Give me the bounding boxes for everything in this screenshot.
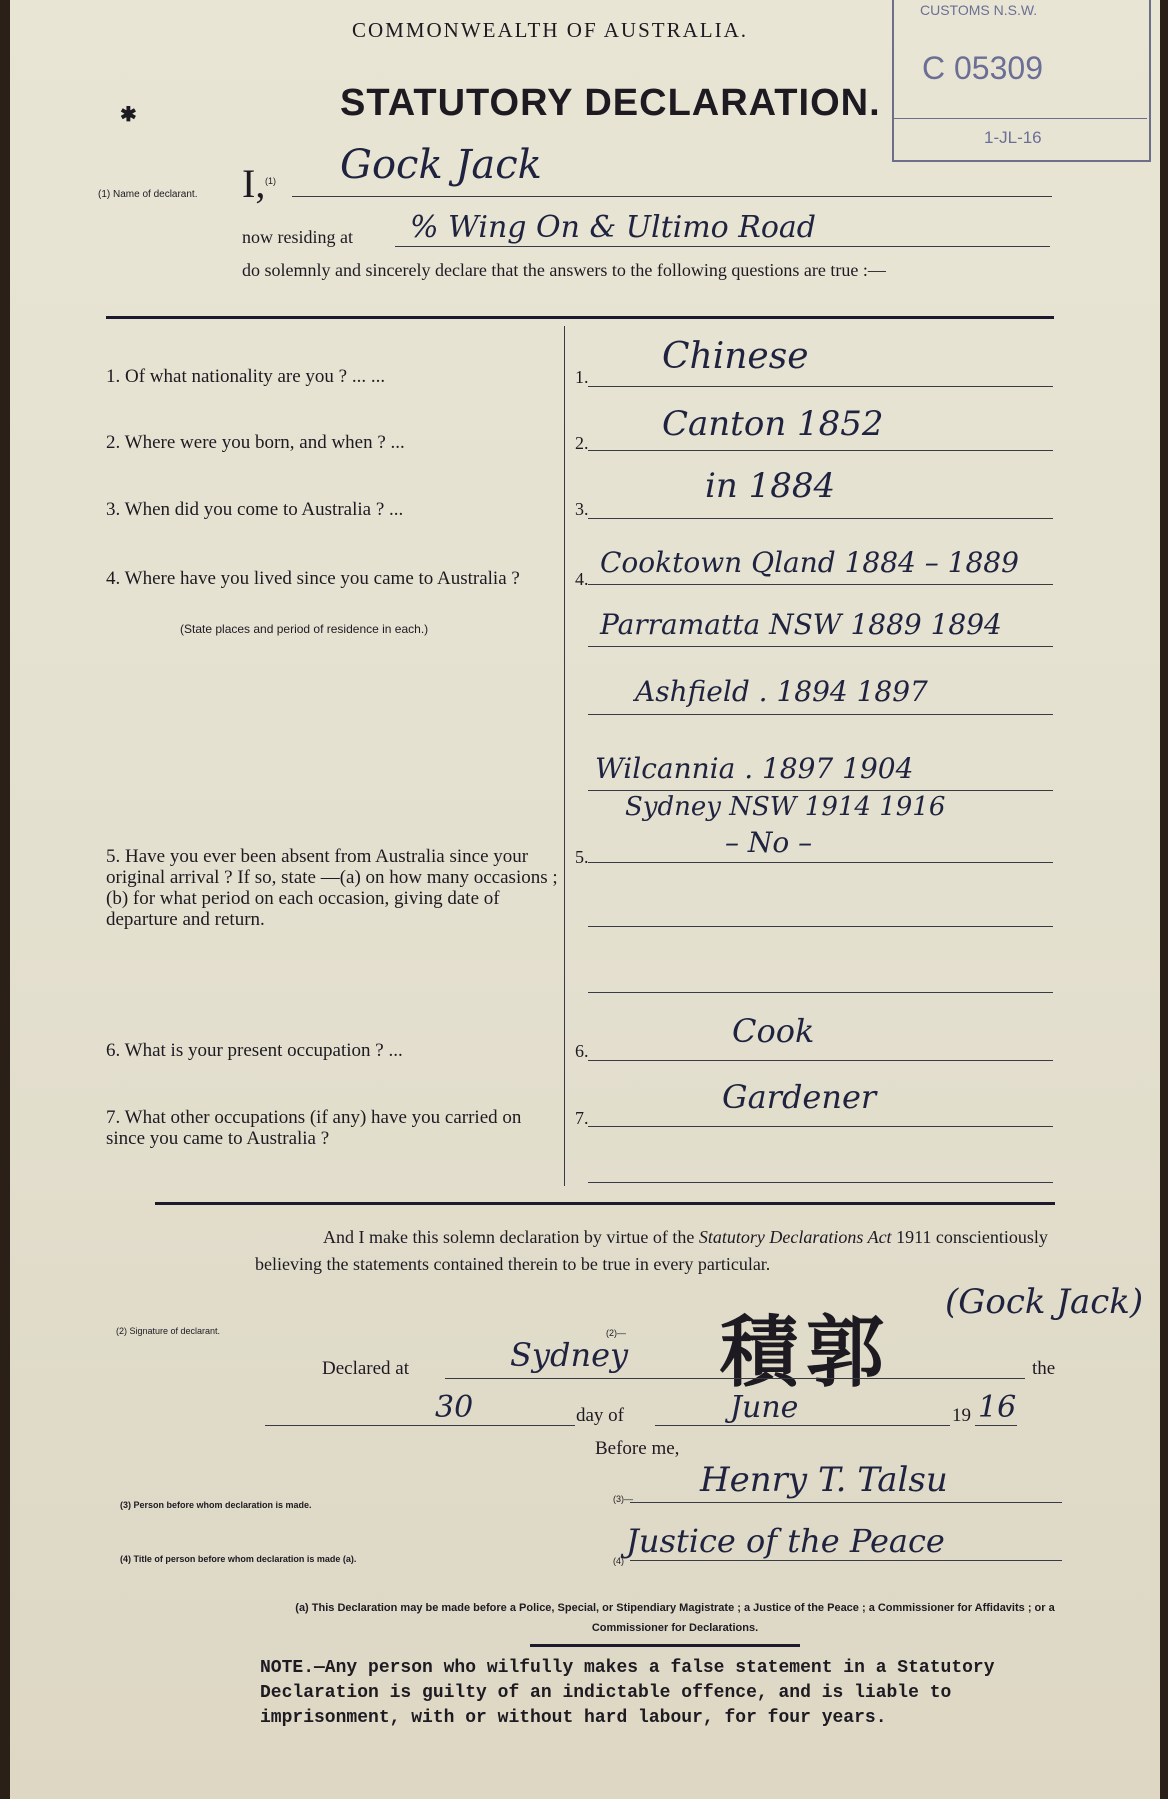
- question-3: 3. When did you come to Australia ? ...: [106, 499, 404, 520]
- answer-7: Gardener: [722, 1078, 877, 1116]
- question-7: 7. What other occupations (if any) have you carried on since you came to Australia ?: [106, 1107, 522, 1149]
- english-signature: (Gock Jack): [945, 1282, 1144, 1322]
- declared-day: 30: [435, 1390, 474, 1425]
- question-4-note: (State places and period of residence in each.): [180, 622, 429, 636]
- declared-year: 16: [978, 1390, 1017, 1425]
- witness-title: Justice of the Peace: [626, 1522, 945, 1560]
- residing-address: % Wing On & Ultimo Road: [410, 210, 817, 245]
- stamp-date: 1-JL-16: [984, 128, 1042, 147]
- witness-name: Henry T. Talsu: [700, 1460, 948, 1500]
- residence-4: Wilcannia . 1897 1904: [595, 752, 914, 785]
- declared-place: Sydney: [510, 1336, 629, 1374]
- residence-2: Parramatta NSW 1889 1894: [600, 608, 1002, 641]
- customs-stamp: [892, 0, 1151, 162]
- margin-note-3: (3) Person before whom declaration is made.: [120, 1500, 312, 1510]
- residence-1: Cooktown Qland 1884 – 1889: [600, 546, 1019, 579]
- header-commonwealth: COMMONWEALTH OF AUSTRALIA.: [352, 18, 748, 42]
- pronoun-i: I,: [242, 161, 266, 206]
- footnote-a: (a) This Declaration may be made before a Police, Special, or Stipendiary Magistrate ; a Justice of the Peace ; a Commissioner for Affidavits ; or a Commissioner for Declarations.: [295, 1602, 1055, 1634]
- declare-text: do solemnly and sincerely declare that the answers to the following questions are true :—: [242, 260, 886, 280]
- question-1: 1. Of what nationality are you ? ... ...: [106, 366, 386, 387]
- declaration-page: COMMONWEALTH OF AUSTRALIA. STATUTORY DECLARATION. ✱ CUSTOMS N.S.W. C 05309 1-JL-16 (1) Name of declarant. I, (1) Gock Jack now residing at % Wing On & Ultimo Road do solemnly and sincerely declare that the answers to the following questions are true :— 1. Of what nationality are you ? ... ... 1. Chinese 2. Where were you born, and when ? ... 2. Canton 1852 3. When did you come to Australia ? ... 3. in 1884 4. Where have you lived since you came to Australia ? (State places and period of residence in each.) 4. Cooktown Qland 1884 – 1889 Parramatta NSW 1889 1894 Ashfield . 1894 1897 Wilcannia . 1897 1904 Sydney NSW 1914 1916 5. Have you ever been absent from Australia since your original arrival ? If so, state —(a) on how many occasions ; (b) for what period on each occasion, giving date of departure and return. 5. – No – 6. What is your present occupation ? ... 6. Cook 7. What other occupations (if any) have you carried on since you came to Australia ? 7. Gardener And I make this solemn declaration by virtue of the Statutory Declarations Act 1911 conscientiously believing the statements contained therein to be true in every particular. (2) Signature of declarant. (2)— 積郭 (Gock Jack) Declared at Sydney the 30 day of June 19 16 Before me, (3) Person before whom declaration is made. (3)— Henry T. Talsu (4) Title of person before whom declaration is made (a). (4) Justice of the Peace (a) This Declaration may be made before a Police, Special, or Stipendiary Magistrate ; a Justice of the Peace ; a Commissioner for Affidavits ; or a Commissioner for Declarations. NOTE.—Any person who wilfully makes a false statement in a Statutory Declaration is guilty of an indictable offence, and is liable to imprisonment, with or without hard labour, for four years.: [10, 0, 1160, 1799]
- answer-1: Chinese: [662, 336, 809, 377]
- margin-note-1: (1) Name of declarant.: [98, 189, 198, 200]
- stamp-text: CUSTOMS N.S.W.: [920, 2, 1038, 18]
- question-6: 6. What is your present occupation ? ...: [106, 1040, 403, 1061]
- chinese-signature: 積郭: [720, 1308, 893, 1398]
- residence-5: Sydney NSW 1914 1916: [625, 792, 946, 822]
- declarant-name: Gock Jack: [340, 142, 542, 188]
- margin-note-4: (4) Title of person before whom declaration is made (a).: [120, 1554, 357, 1564]
- page-title: STATUTORY DECLARATION.: [340, 82, 881, 124]
- answer-5: – No –: [725, 826, 813, 859]
- before-me-label: Before me,: [595, 1438, 680, 1459]
- margin-mark: ✱: [120, 104, 137, 126]
- question-2: 2. Where were you born, and when ? ...: [106, 432, 405, 453]
- declared-at-label: Declared at: [322, 1358, 410, 1379]
- answer-2: Canton 1852: [662, 404, 884, 444]
- answer-6: Cook: [732, 1012, 815, 1050]
- ref-1: (1): [265, 176, 276, 186]
- residence-3: Ashfield . 1894 1897: [635, 675, 928, 708]
- declared-month: June: [730, 1390, 799, 1425]
- stamp-number: C 05309: [922, 50, 1043, 86]
- answer-3: in 1884: [705, 466, 836, 506]
- margin-note-2: (2) Signature of declarant.: [116, 1326, 221, 1336]
- residing-label: now residing at: [242, 227, 353, 247]
- declaration-text: And I make this solemn declaration by virtue of the Statutory Declarations Act 1911 conscientiously believing the statements contained therein to be true in every particular.: [255, 1227, 1048, 1274]
- note-text: NOTE.—Any person who wilfully makes a false statement in a Statutory Declaration is guilty of an indictable offence, and is liable to imprisonment, with or without hard labour, for four years.: [260, 1658, 995, 1728]
- question-5: 5. Have you ever been absent from Australia since your original arrival ? If so, state —(a) on how many occasions ; (b) for what period on each occasion, giving date of departure and return.: [106, 846, 558, 930]
- question-4: 4. Where have you lived since you came to Australia ?: [106, 568, 520, 589]
